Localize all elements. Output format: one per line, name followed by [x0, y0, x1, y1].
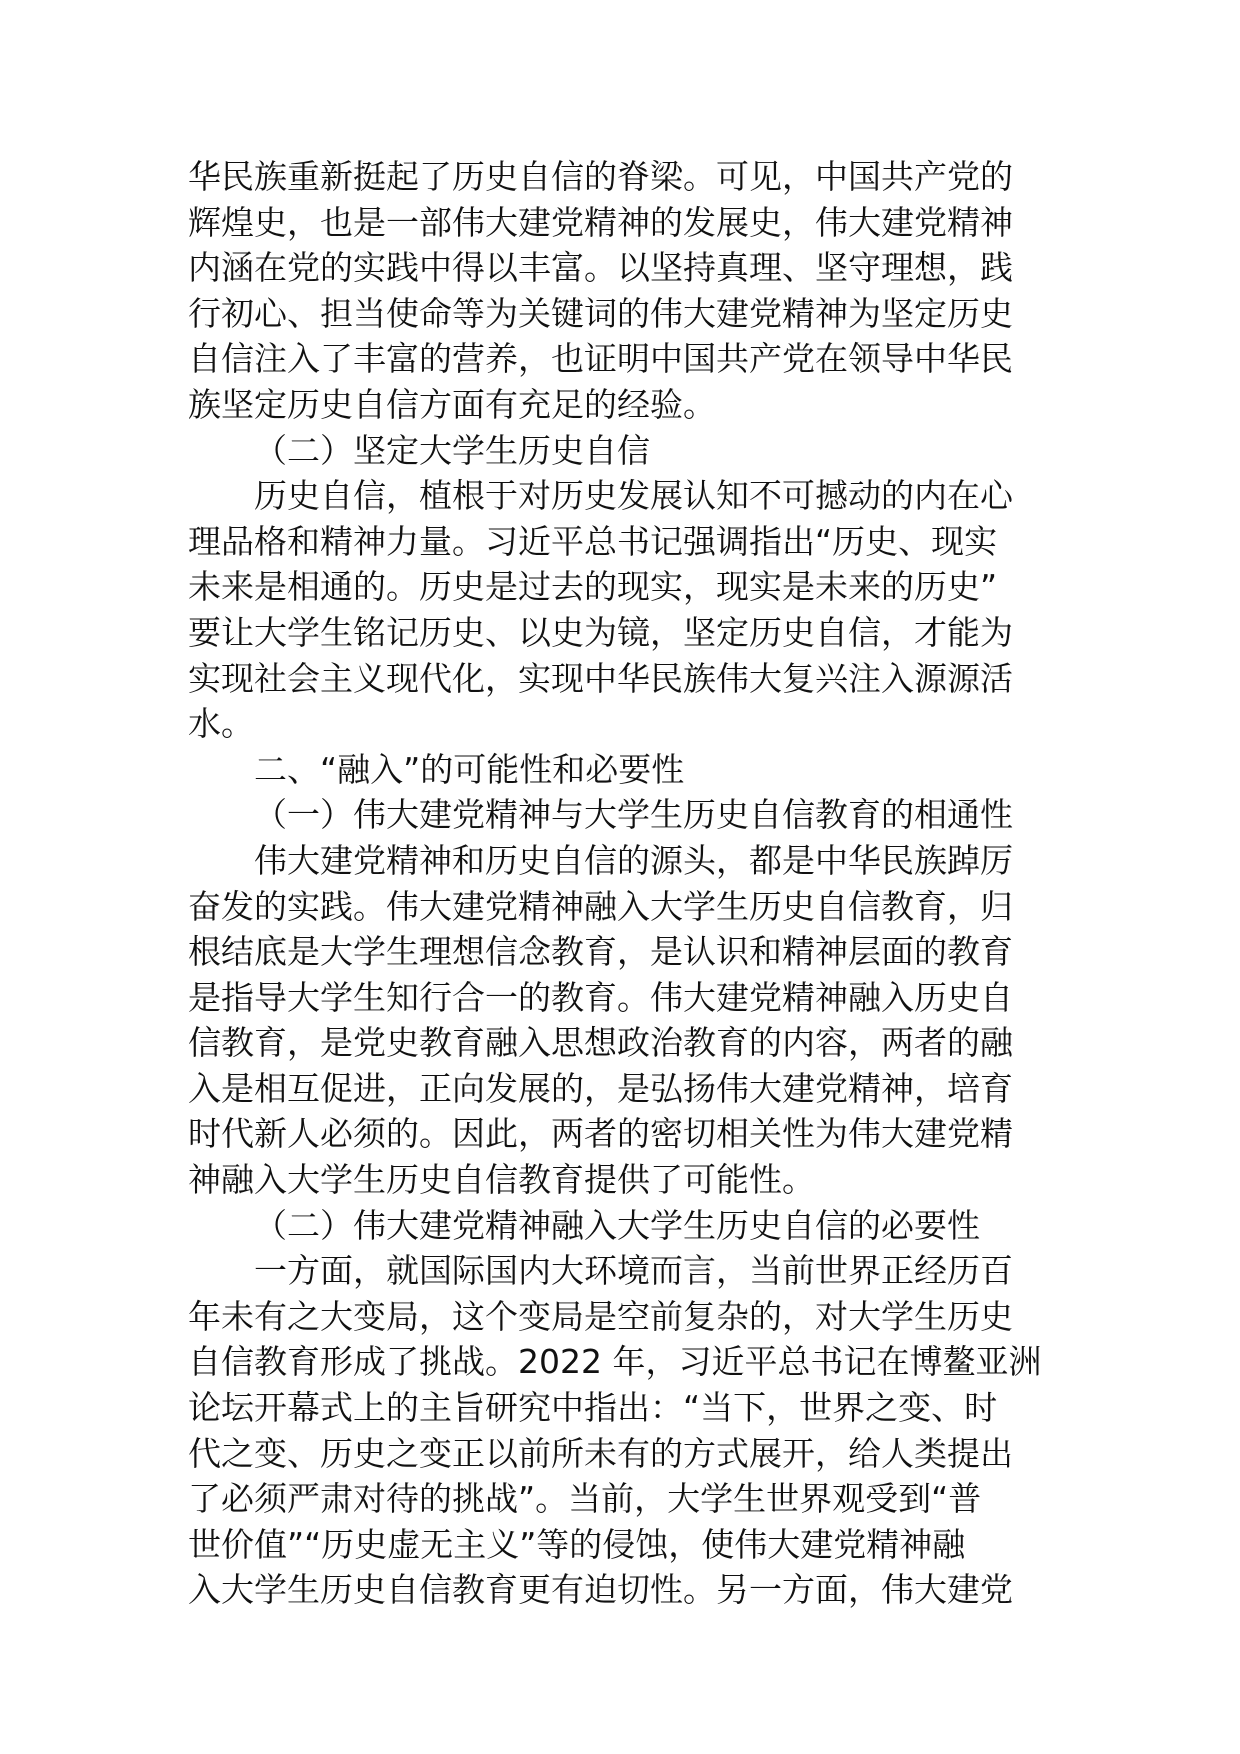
text-line: 入大学生历史自信教育更有迫切性。另一方面，伟大建党	[188, 1570, 1013, 1610]
text-line: 水。	[188, 704, 254, 744]
document-page	[188, 154, 1060, 1613]
text-line: 行初心、担当使命等为关键词的伟大建党精神为坚定历史	[188, 293, 1013, 333]
text-line: 自信教育形成了挑战。2022 年，习近平总书记在博鳌亚洲	[188, 1342, 1042, 1382]
section-heading-commonality	[188, 792, 1060, 838]
text-line: 实现社会主义现代化，实现中华民族伟大复兴注入源源活	[188, 658, 1013, 698]
text-line: 代之变、历史之变正以前所未有的方式展开，给人类提出	[188, 1433, 1013, 1473]
text-line: 华民族重新挺起了历史自信的脊梁。可见，中国共产党的	[188, 157, 1013, 196]
text-line: 世价值”“历史虚无主义”等的侵蚀，使伟大建党精神融	[188, 1524, 966, 1564]
text-line: 自信注入了丰富的营养，也证明中国共产党在领导中华民	[188, 339, 1013, 379]
text-line: 时代新人必须的。因此，两者的密切相关性为伟大建党精	[188, 1114, 1013, 1154]
chapter-heading-integration	[188, 747, 1060, 793]
heading-text: 二、“融入”的可能性和必要性	[254, 749, 685, 789]
section-heading-necessity	[188, 1203, 1060, 1249]
heading-text: （一）伟大建党精神与大学生历史自信教育的相通性	[254, 795, 1013, 835]
text-line: 未来是相通的。历史是过去的现实，现实是未来的历史”	[188, 567, 998, 607]
text-line: 理品格和精神力量。习近平总书记强调指出“历史、现实	[188, 521, 998, 561]
heading-text: （二）伟大建党精神融入大学生历史自信的必要性	[254, 1205, 980, 1245]
text-line: 神融入大学生历史自信教育提供了可能性。	[188, 1160, 815, 1200]
text-line: 入是相互促进，正向发展的，是弘扬伟大建党精神，培育	[188, 1068, 1013, 1108]
text-line: 论坛开幕式上的主旨研究中指出：“当下，世界之变、时	[188, 1388, 998, 1428]
paragraph-commonality	[188, 838, 1060, 1203]
text-line: 奋发的实践。伟大建党精神融入大学生历史自信教育，归	[188, 886, 1013, 926]
text-line: 历史自信，植根于对历史发展认知不可撼动的内在心	[254, 476, 1013, 516]
text-line: 信教育，是党史教育融入思想政治教育的内容，两者的融	[188, 1023, 1013, 1063]
heading-text: （二）坚定大学生历史自信	[254, 430, 650, 470]
text-line: 要让大学生铭记历史、以史为镜，坚定历史自信，才能为	[188, 612, 1013, 652]
text-line: 辉煌史，也是一部伟大建党精神的发展史，伟大建党精神	[188, 202, 1013, 242]
text-line: 伟大建党精神和历史自信的源头，都是中华民族踔厉	[254, 840, 1013, 880]
section-heading-strengthen-confidence	[188, 428, 1060, 474]
text-line: 了必须严肃对待的挑战”。当前，大学生世界观受到“普	[188, 1479, 982, 1519]
text-line: 是指导大学生知行合一的教育。伟大建党精神融入历史自	[188, 977, 1013, 1017]
text-line: 族坚定历史自信方面有充足的经验。	[188, 384, 716, 424]
paragraph-history-confidence-backbone	[188, 154, 1060, 428]
paragraph-necessity	[188, 1248, 1060, 1613]
paragraph-history-confidence-definition	[188, 473, 1060, 747]
text-line: 一方面，就国际国内大环境而言，当前世界正经历百	[254, 1251, 1013, 1291]
text-line: 根结底是大学生理想信念教育，是认识和精神层面的教育	[188, 932, 1013, 972]
text-line: 内涵在党的实践中得以丰富。以坚持真理、坚守理想，践	[188, 248, 1013, 288]
text-line: 年未有之大变局，这个变局是空前复杂的，对大学生历史	[188, 1296, 1013, 1336]
